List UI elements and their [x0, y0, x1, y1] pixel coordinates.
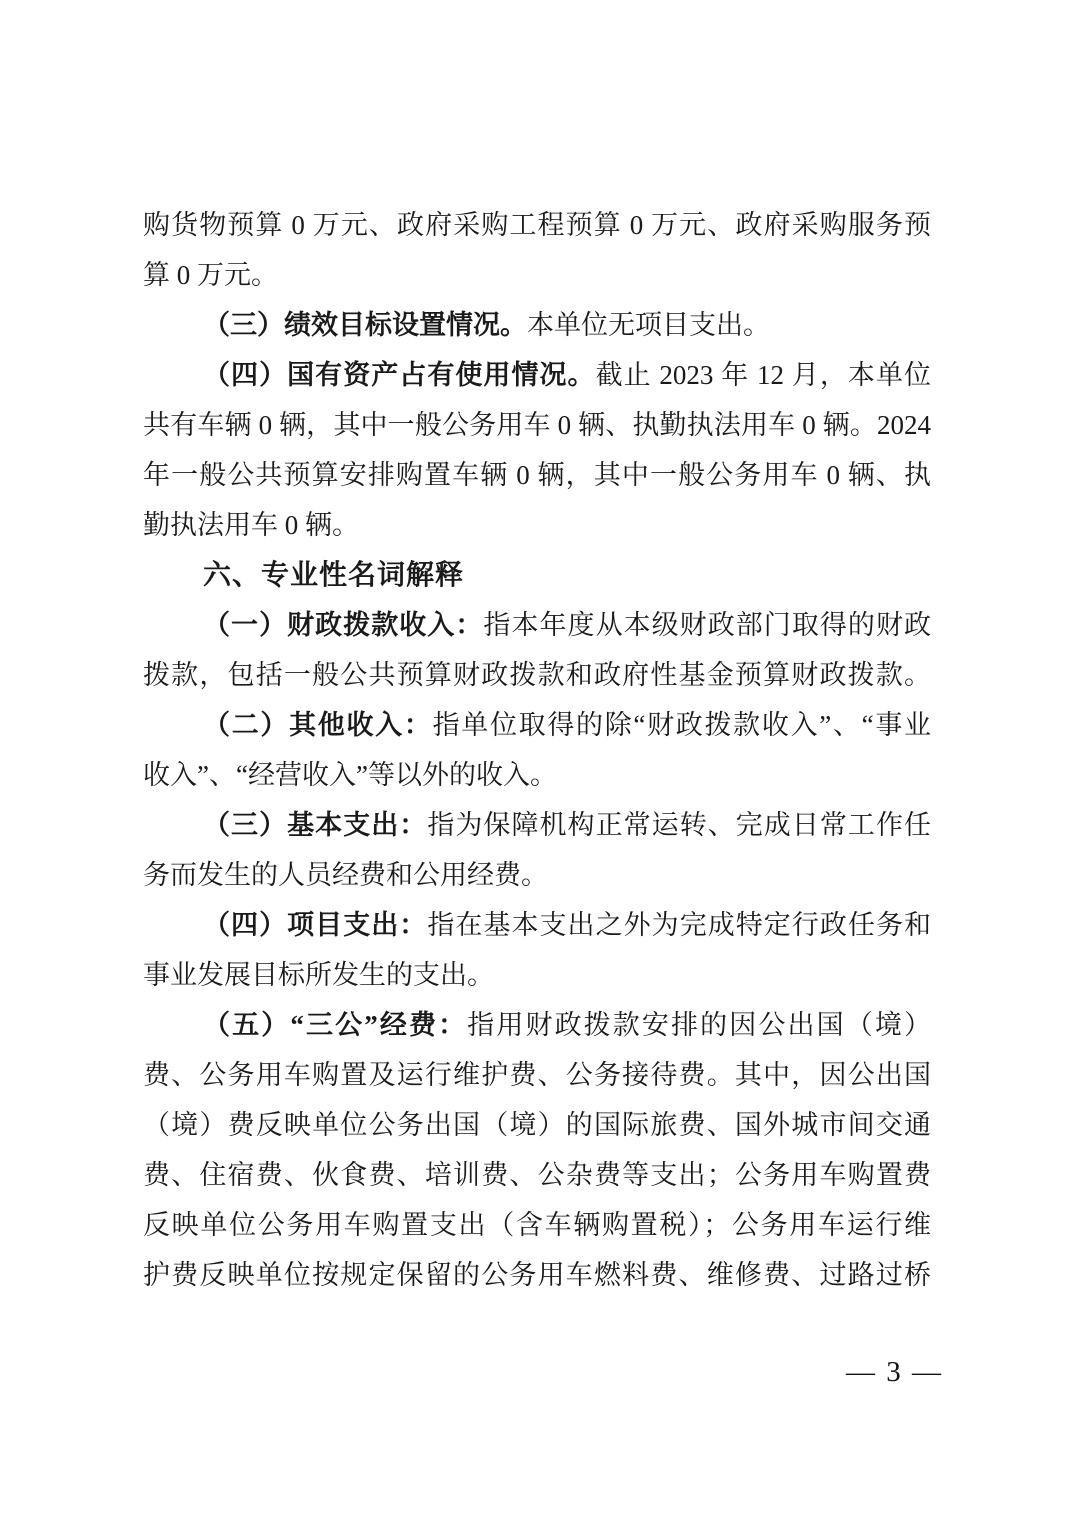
term-three-public-line-4	[143, 1150, 931, 1200]
term-project-expense-label: （四）项目支出：	[203, 910, 428, 940]
term-fiscal-income-line-2	[143, 650, 931, 700]
section-heading	[143, 550, 931, 600]
term-three-public-line-3	[143, 1100, 931, 1150]
procurement-paragraph-line-1	[143, 200, 931, 250]
body-text-run: （境）费反映单位公务出国（境）的国际旅费、国外城市间交通	[143, 1110, 931, 1140]
body-text-run: 反映单位公务用车购置支出（含车辆购置税）；公务用车运行维	[143, 1210, 931, 1240]
term-basic-expense-line-1	[143, 800, 931, 850]
procurement-paragraph-line-2	[143, 250, 931, 300]
term-three-public-line-5	[143, 1200, 931, 1250]
state-assets-line-2	[143, 400, 931, 450]
document-body	[143, 200, 931, 1300]
body-text-run: 年一般公共预算安排购置车辆 0 辆，其中一般公务用车 0 辆、执	[143, 460, 931, 490]
body-text-run: 截止 2023 年 12 月，本单位	[595, 360, 931, 390]
body-text-run: 费、住宿费、伙食费、培训费、公杂费等支出；公务用车购置费	[143, 1160, 931, 1190]
body-text-run: 共有车辆 0 辆，其中一般公务用车 0 辆、执勤执法用车 0 辆。2024	[143, 410, 931, 440]
term-project-expense-line-1	[143, 900, 931, 950]
body-text-run: 务而发生的人员经费和公用经费。	[143, 860, 548, 890]
section-heading-text: 六、专业性名词解释	[203, 559, 465, 590]
body-text-run: 算 0 万元。	[143, 260, 278, 290]
body-text-run: 指为保障机构正常运转、完成日常工作任	[427, 810, 931, 840]
body-text-run: 事业发展目标所发生的支出。	[143, 960, 494, 990]
performance-goals-label: （三）绩效目标设置情况。	[203, 310, 527, 340]
state-assets-line-4	[143, 500, 931, 550]
state-assets-label: （四）国有资产占有使用情况。	[203, 360, 596, 390]
term-project-expense-line-2	[143, 950, 931, 1000]
state-assets-line-1	[143, 350, 931, 400]
body-text-run: 购货物预算 0 万元、政府采购工程预算 0 万元、政府采购服务预	[143, 210, 931, 240]
term-three-public-line-6	[143, 1250, 931, 1300]
body-text-run: 指单位取得的除“财政拨款收入”、“事业	[432, 710, 931, 740]
body-text-run: 指本年度从本级财政部门取得的财政	[483, 610, 931, 640]
term-basic-expense-label: （三）基本支出：	[203, 810, 428, 840]
term-fiscal-income-line-1	[143, 600, 931, 650]
term-other-income-label: （二）其他收入：	[203, 710, 433, 740]
term-basic-expense-line-2	[143, 850, 931, 900]
body-text-run: 指在基本支出之外为完成特定行政任务和	[427, 910, 931, 940]
term-three-public-line-2	[143, 1050, 931, 1100]
term-other-income-line-1	[143, 700, 931, 750]
body-text-run: 收入”、“经营收入”等以外的收入。	[143, 760, 557, 790]
term-three-public-label: （五）“三公”经费：	[203, 1010, 468, 1040]
body-text-run: 指用财政拨款安排的因公出国（境）	[467, 1010, 931, 1040]
body-text-run: 费、公务用车购置及运行维护费、公务接待费。其中，因公出国	[143, 1060, 931, 1090]
body-text-run: 勤执法用车 0 辆。	[143, 510, 359, 540]
body-text-run: 拨款，包括一般公共预算财政拨款和政府性基金预算财政拨款。	[143, 660, 931, 690]
body-text-run: 本单位无项目支出。	[527, 310, 770, 340]
performance-goals-line	[143, 300, 931, 350]
term-other-income-line-2	[143, 750, 931, 800]
term-fiscal-income-label: （一）财政拨款收入：	[203, 610, 484, 640]
term-three-public-line-1	[143, 1000, 931, 1050]
state-assets-line-3	[143, 450, 931, 500]
body-text-run: 护费反映单位按规定保留的公务用车燃料费、维修费、过路过桥	[143, 1260, 931, 1290]
page-number: — 3 —	[846, 1356, 943, 1388]
